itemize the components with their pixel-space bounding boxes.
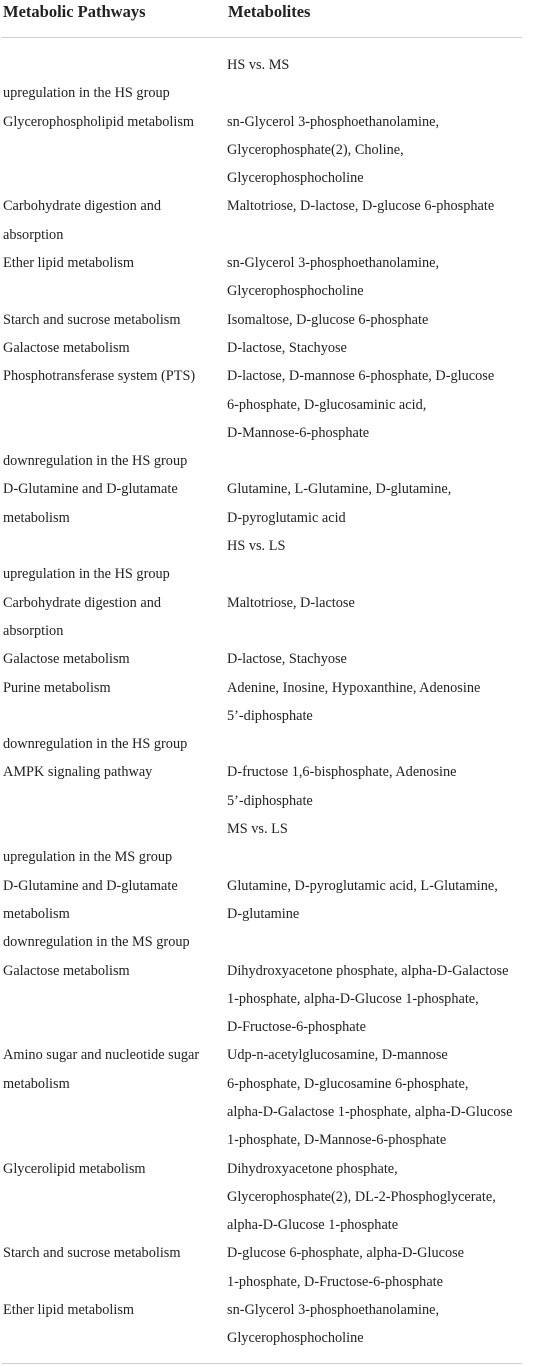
table-header <box>2 0 522 37</box>
pathway-cell: Starch and sucrose metabolism <box>3 1245 181 1262</box>
table-body <box>2 38 522 1353</box>
metabolites-cell: Maltotriose, D-lactose, D-glucose 6-phosphate <box>227 198 495 215</box>
table-row <box>2 1239 522 1296</box>
table-row <box>2 362 522 447</box>
regulation-section-row <box>2 560 522 588</box>
table-row <box>2 1041 522 1154</box>
pathway-cell: AMPK signaling pathway <box>3 764 153 781</box>
pathway-cell: Galactose metabolism <box>3 962 130 979</box>
pathway-cell: Galactose metabolism <box>3 651 130 668</box>
regulation-label: downregulation in the HS group <box>3 736 188 753</box>
metabolites-cell: Udp-n-acetylglucosamine, D-mannose 6-phosphate, D-glucosamine 6-phosphate, alpha-D-Galactose 1-phosphate, alpha-D-Glucose 1-phosphate, D-Mannose-6-phosphate <box>227 1047 513 1149</box>
regulation-section-row <box>2 928 522 956</box>
regulation-section-row <box>2 447 522 475</box>
metabolites-cell: D-fructose 1,6-bisphosphate, Adenosine 5’-diphosphate <box>227 764 457 809</box>
comparison-row <box>2 532 522 560</box>
pathway-cell: Amino sugar and nucleotide sugar metabolism <box>3 1047 200 1092</box>
table-row <box>2 674 522 731</box>
comparison-row <box>2 51 522 79</box>
metabolic-pathways-table <box>2 0 522 1364</box>
pathway-cell: Phosphotransferase system (PTS) <box>3 368 196 385</box>
table-row <box>2 475 522 532</box>
pathway-cell: Starch and sucrose metabolism <box>3 311 181 328</box>
comparison-label: HS vs. MS <box>227 57 290 73</box>
metabolites-cell: D-lactose, Stachyose <box>227 339 347 356</box>
pathway-cell: Glycerophospholipid metabolism <box>3 113 194 130</box>
pathway-cell: Ether lipid metabolism <box>3 255 135 272</box>
table-row <box>2 957 522 1042</box>
comparison-label: MS vs. LS <box>227 821 288 838</box>
pathway-cell: Galactose metabolism <box>3 339 130 356</box>
comparison-spacer <box>2 815 227 843</box>
table-row <box>2 758 522 815</box>
pathway-cell: Purine metabolism <box>3 679 111 696</box>
table-row <box>2 872 522 929</box>
table-row <box>2 334 522 362</box>
metabolites-cell: Dihydroxyacetone phosphate, Glycerophosphate(2), DL-2-Phosphoglycerate, alpha-D-Glucose 1-phosphate <box>227 1160 496 1234</box>
regulation-section-row <box>2 843 522 871</box>
pathway-cell: Carbohydrate digestion and absorption <box>3 594 162 639</box>
metabolites-cell: sn-Glycerol 3-phosphoethanolamine, Glycerophosphate(2), Choline, Glycerophosphocholine <box>227 113 440 187</box>
header-pathways: Metabolic Pathways <box>3 2 146 21</box>
header-metabolites: Metabolites <box>228 2 311 21</box>
regulation-label: upregulation in the MS group <box>3 849 173 866</box>
pathway-cell: D-Glutamine and D-glutamate metabolism <box>3 877 178 922</box>
table-row <box>2 108 522 193</box>
regulation-label: downregulation in the HS group <box>3 453 188 470</box>
metabolites-cell: Adenine, Inosine, Hypoxanthine, Adenosine 5’-diphosphate <box>227 679 481 724</box>
metabolites-cell: Dihydroxyacetone phosphate, alpha-D-Galactose 1-phosphate, alpha-D-Glucose 1-phosphate, D-Fructose-6-phosphate <box>227 962 509 1036</box>
comparison-spacer <box>2 532 227 560</box>
metabolites-cell: D-lactose, D-mannose 6-phosphate, D-glucose 6-phosphate, D-glucosaminic acid, D-Mannose-6-phosphate <box>227 368 495 441</box>
pathway-cell: D-Glutamine and D-glutamate metabolism <box>3 481 178 526</box>
pathway-cell: Glycerolipid metabolism <box>3 1160 146 1177</box>
regulation-label: upregulation in the HS group <box>3 85 170 102</box>
regulation-label: upregulation in the HS group <box>3 566 170 583</box>
metabolites-cell: D-lactose, Stachyose <box>227 651 347 668</box>
regulation-label: downregulation in the MS group <box>3 934 190 951</box>
table-row <box>2 645 522 673</box>
table-row <box>2 192 522 249</box>
table-row <box>2 249 522 306</box>
metabolites-cell: Glutamine, D-pyroglutamic acid, L-Glutamine, D-glutamine <box>227 877 498 922</box>
regulation-section-row <box>2 79 522 107</box>
pathway-cell: Carbohydrate digestion and absorption <box>3 198 162 243</box>
comparison-label: HS vs. LS <box>227 538 286 555</box>
metabolites-cell: Glutamine, L-Glutamine, D-glutamine, D-pyroglutamic acid <box>227 481 452 526</box>
bottom-rule <box>2 1363 522 1364</box>
metabolites-cell: Maltotriose, D-lactose <box>227 594 355 611</box>
metabolites-cell: D-glucose 6-phosphate, alpha-D-Glucose 1-phosphate, D-Fructose-6-phosphate <box>227 1245 465 1290</box>
comparison-spacer <box>2 51 227 79</box>
metabolites-cell: sn-Glycerol 3-phosphoethanolamine, Glycerophosphocholine <box>227 255 440 300</box>
metabolites-cell: sn-Glycerol 3-phosphoethanolamine, Glycerophosphocholine <box>227 1302 440 1347</box>
table-row <box>2 589 522 646</box>
metabolites-cell: Isomaltose, D-glucose 6-phosphate <box>227 311 429 328</box>
regulation-section-row <box>2 730 522 758</box>
table-row <box>2 306 522 334</box>
pathway-cell: Ether lipid metabolism <box>3 1302 135 1319</box>
comparison-row <box>2 815 522 843</box>
table-row <box>2 1155 522 1240</box>
table-row <box>2 1296 522 1353</box>
